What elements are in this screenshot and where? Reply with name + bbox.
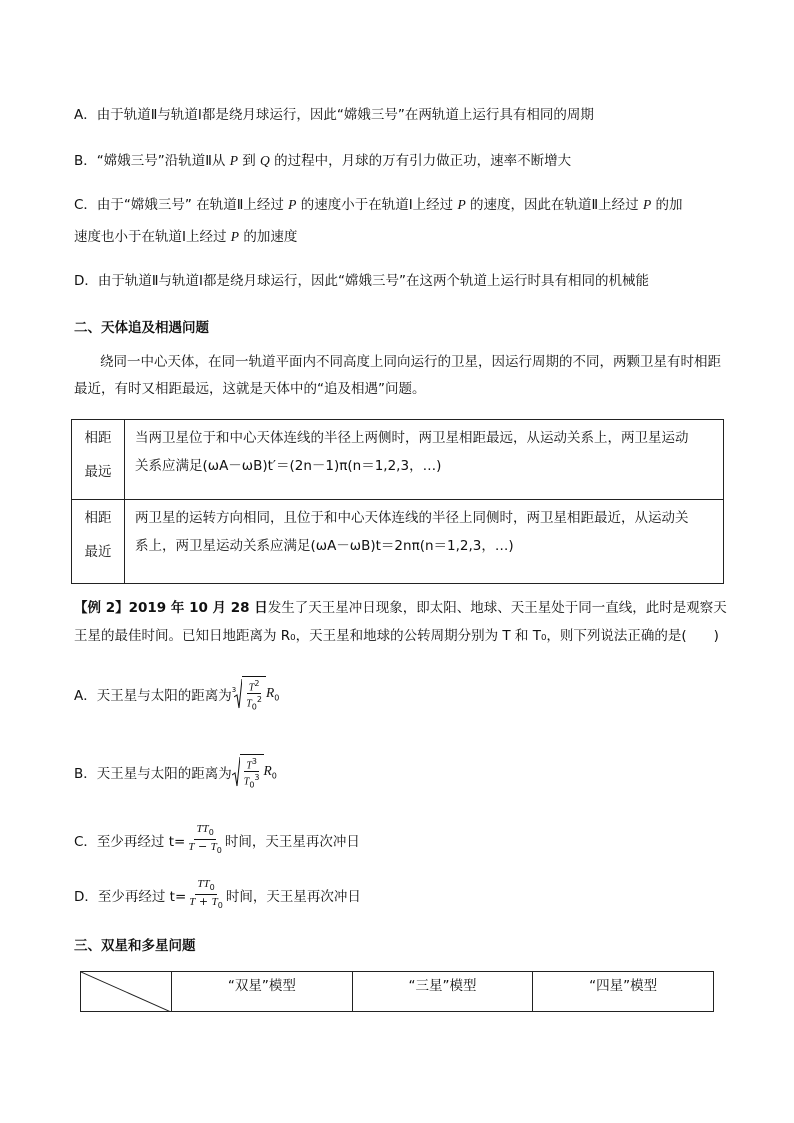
multi-star-table xyxy=(80,971,714,1012)
var-p: P xyxy=(457,197,466,212)
chase-meet-table xyxy=(71,419,724,584)
radical-sign-icon xyxy=(232,757,240,787)
option-a-q1: A．由于轨道Ⅱ与轨道Ⅰ都是绕月球运行，因此“嫦娥三号”在两轨道上运行具有相同的周期 xyxy=(74,107,594,123)
example-2-stem-line2: 王星的最佳时间。已知日地距离为 R₀，天王星和地球的公转周期分别为 T 和 T₀，则下列说法正确的是( ) xyxy=(74,628,719,644)
row-content-line2: 关系应满足(ωA－ωB)t′＝(2n－1)π(n＝1,2,3，…) xyxy=(135,458,442,474)
row-label xyxy=(72,500,125,584)
var-p: P xyxy=(230,229,240,244)
option-c-text-4: 的加 xyxy=(655,197,683,213)
radical-sign-icon xyxy=(231,679,242,709)
option-a-text: A．天王星与太阳的距离为 xyxy=(74,688,232,705)
header-triple-star: “三星”模型 xyxy=(352,972,533,1012)
square-root-formula: $\frac{T^3}{T_0^3}$ $R_0$ xyxy=(232,754,277,791)
section-3-title: 三、双星和多星问题 xyxy=(74,938,196,954)
example-date: 2019 年 10 月 28 日 xyxy=(128,600,268,616)
fraction-c: $\frac{TT_0}{T - T_0}$ xyxy=(188,823,222,856)
option-d-post: 时间，天王星再次冲日 xyxy=(225,888,361,905)
section-2-title: 二、天体追及相遇问题 xyxy=(74,320,209,336)
header-quad-star: “四星”模型 xyxy=(533,972,714,1012)
option-c-q1-line2 xyxy=(74,225,297,245)
var-p: P xyxy=(642,197,652,212)
row-content-line2: 系上，两卫星运动关系应满足(ωA－ωB)t＝2nπ(n＝1,2,3，…) xyxy=(135,538,514,554)
option-b-text-1: B．“嫦娥三号”沿轨道Ⅱ从 xyxy=(74,153,226,169)
table-row xyxy=(72,500,724,584)
section-2-intro: 绕同一中心天体，在同一轨道平面内不同高度上同向运行的卫星，因运行周期的不同，两颗卫星有时相距最近，有时又相距最远，这就是天体中的“追及相遇”问题。 xyxy=(74,354,721,397)
option-c-text-5: 速度也小于在轨道Ⅰ上经过 xyxy=(74,229,227,245)
row-label-line2: 最远 xyxy=(84,464,112,480)
option-d-pre: D．至少再经过 t= xyxy=(74,888,187,905)
option-c-ex2 xyxy=(74,822,360,857)
option-d-ex2 xyxy=(74,877,361,912)
option-b-ex2 xyxy=(74,754,277,791)
row-content-line1: 两卫星的运转方向相同，且位于和中心天体连线的半径上同侧时，两卫星相距最近，从运动关 xyxy=(135,510,689,526)
option-c-text-6: 的加速度 xyxy=(243,229,298,245)
table-row xyxy=(72,420,724,500)
cube-root-formula: 3 $\frac{T^2}{T_0^2}$ $R_0$ xyxy=(232,676,280,713)
diagonal-line-icon xyxy=(81,972,171,1012)
option-b-q1 xyxy=(74,149,571,169)
option-b-text: B．天王星与太阳的距离为 xyxy=(74,766,232,783)
row-label-line1: 相距 xyxy=(84,430,112,446)
option-b-text-2: 到 xyxy=(242,153,256,169)
row-content xyxy=(125,420,724,500)
option-c-q1-line1 xyxy=(74,193,683,213)
option-c-post: 时间，天王星再次冲日 xyxy=(224,833,360,850)
var-p: P xyxy=(229,153,238,168)
fraction-d: $\frac{TT_0}{T + T_0}$ xyxy=(189,878,223,911)
example-tag: 【例 2】 xyxy=(74,600,129,616)
option-a-ex2 xyxy=(74,676,279,713)
header-binary-star: “双星”模型 xyxy=(172,972,353,1012)
example-2-stem-line1 xyxy=(74,596,727,616)
table-row xyxy=(81,972,714,1012)
option-b-text-3: 的过程中，月球的万有引力做正功，速率不断增大 xyxy=(274,153,572,169)
row-content-line1: 当两卫星位于和中心天体连线的半径上两侧时，两卫星相距最远，从运动关系上，两卫星运动 xyxy=(135,430,689,446)
option-c-text-1: C．由于“嫦娥三号” 在轨道Ⅱ上经过 xyxy=(74,197,284,213)
row-label-line2: 最近 xyxy=(84,544,112,560)
var-q: Q xyxy=(260,153,270,168)
row-content xyxy=(125,500,724,584)
var-p: P xyxy=(288,197,297,212)
option-c-text-3: 的速度，因此在轨道Ⅱ上经过 xyxy=(470,197,639,213)
option-c-text-2: 的速度小于在轨道Ⅰ上经过 xyxy=(300,197,454,213)
row-label-line1: 相距 xyxy=(84,510,112,526)
root-index: 3 xyxy=(231,686,237,695)
row-label xyxy=(72,420,125,500)
example-stem-1: 发生了天王星冲日现象，即太阳、地球、天王星处于同一直线，此时是观察天 xyxy=(267,600,727,616)
diagonal-header-cell xyxy=(81,972,172,1012)
option-d-q1: D．由于轨道Ⅱ与轨道Ⅰ都是绕月球运行，因此“嫦娥三号”在这两个轨道上运行时具有相同的机械能 xyxy=(74,273,650,289)
option-c-pre: C．至少再经过 t= xyxy=(74,833,186,850)
